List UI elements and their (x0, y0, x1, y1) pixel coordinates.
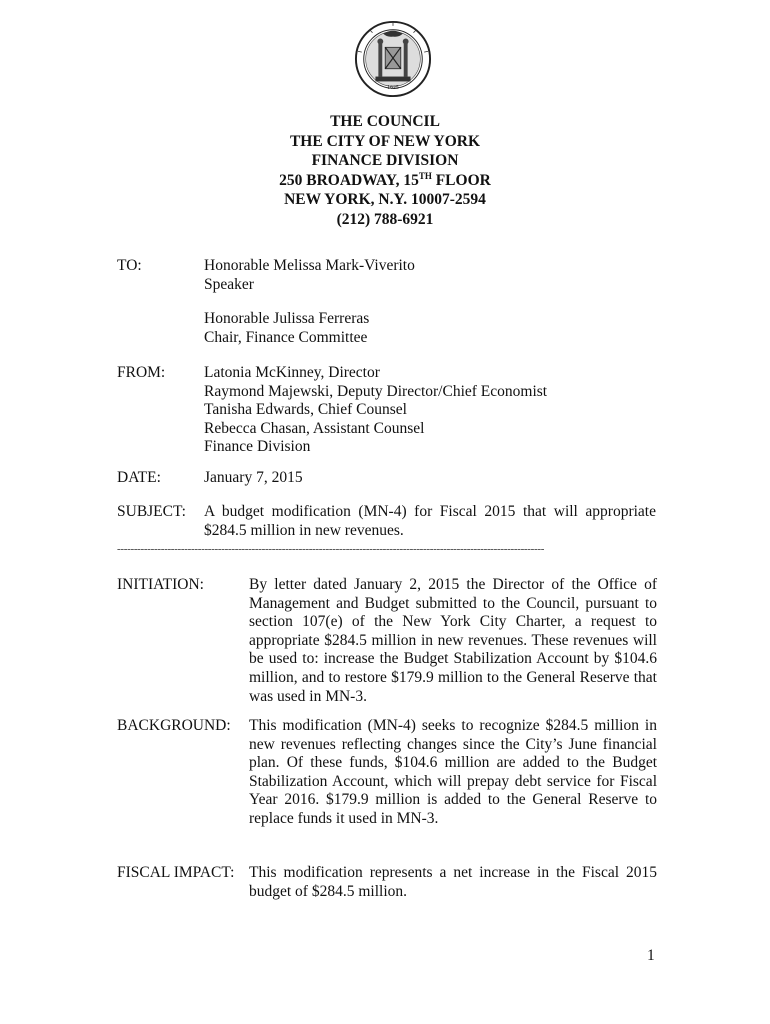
from-block (204, 364, 547, 457)
letterhead-citystate: NEW YORK, N.Y. 10007-2594 (284, 191, 486, 208)
from-line: Tanisha Edwards, Chief Counsel (204, 401, 407, 418)
fiscal-impact-label: FISCAL IMPACT: (117, 864, 235, 881)
from-line: Rebecca Chasan, Assistant Counsel (204, 419, 425, 437)
letterhead-address (0, 171, 770, 191)
to-line: Chair, Finance Committee (204, 328, 368, 346)
to-line: Honorable Julissa Ferreras (204, 310, 370, 327)
dashed-separator: ------------------------------------------------------------------------------------------------------------------------------- (117, 543, 545, 555)
page-number: 1 (647, 947, 655, 964)
date-value: January 7, 2015 (204, 469, 303, 486)
letterhead (0, 112, 770, 229)
letterhead-phone: (212) 788-6921 (336, 210, 434, 228)
letterhead-division: FINANCE DIVISION (311, 152, 459, 169)
to-line: Speaker (204, 275, 254, 293)
address-street: 250 BROADWAY, 15 (279, 171, 419, 189)
to-recipient-1 (204, 257, 415, 294)
initiation-text: By letter dated January 2, 2015 the Director of the Office of Management and Budget submitted to the Council, pursuant to section 107(e) of the New York City Charter, a request to appropriate $284.5 million in new revenues. These revenues will be used to: increase the Budget Stabilization Account by $104.6 million, and to restore $179.9 million to the General Reserve that was used in MN-3. (249, 576, 657, 705)
date-label: DATE: (117, 469, 161, 486)
to-recipient-2 (204, 310, 369, 347)
to-line: Honorable Melissa Mark-Viverito (204, 257, 415, 274)
from-line: Finance Division (204, 438, 311, 455)
letterhead-council: THE COUNCIL (330, 113, 440, 130)
address-ordinal: TH (418, 170, 432, 181)
subject-label: SUBJECT: (117, 503, 186, 520)
letterhead-city: THE CITY OF NEW YORK (289, 132, 481, 150)
seal-year: 1625 (387, 85, 399, 92)
from-line: Latonia McKinney, Director (204, 364, 380, 381)
address-floor: FLOOR (431, 171, 491, 189)
subject-text: A budget modification (MN-4) for Fiscal 2015 that will appropriate $284.5 million in new revenues. (204, 503, 656, 539)
to-label: TO: (117, 257, 142, 274)
city-seal-icon (354, 20, 432, 98)
initiation-label: INITIATION: (117, 576, 204, 593)
background-text: This modification (MN-4) seeks to recognize $284.5 million in new revenues reflecting changes since the City’s June financial plan. Of these funds, $104.6 million are added to the Budget Stabilization Account, which will prepay debt service for Fiscal Year 2016. $179.9 million is added to the General Reserve to replace funds it used in MN-3. (249, 717, 657, 827)
from-label: FROM: (117, 364, 166, 381)
background-label: BACKGROUND: (117, 717, 231, 734)
from-line: Raymond Majewski, Deputy Director/Chief Economist (204, 382, 548, 400)
fiscal-impact-text: This modification represents a net increase in the Fiscal 2015 budget of $284.5 million. (249, 864, 657, 900)
